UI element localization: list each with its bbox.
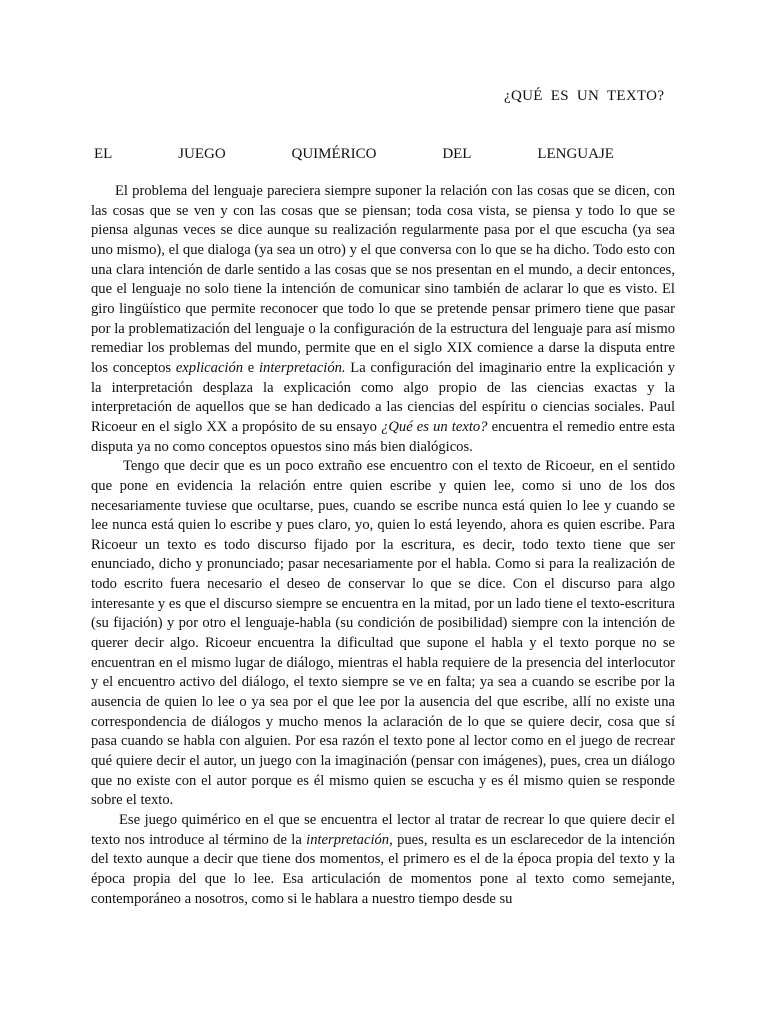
body-text bbox=[91, 182, 675, 909]
paragraph-text: Ese juego quimérico en el que se encuentra el lector al tratar de recrear lo que quiere decir el texto nos introduce al término de la bbox=[91, 812, 675, 848]
italic-essay-title: ¿Qué es un texto? bbox=[381, 418, 488, 435]
section-heading bbox=[94, 146, 614, 163]
italic-term: interpretación. bbox=[258, 359, 346, 376]
heading-word: LENGUAJE bbox=[537, 146, 614, 162]
paragraph-text: e bbox=[243, 359, 259, 376]
paragraph-1 bbox=[91, 182, 675, 457]
italic-term: interpretación bbox=[306, 831, 390, 848]
paragraph-text: encuentra el remedio entre esta disputa ya no como conceptos opuestos sino más bien dialógicos. bbox=[91, 418, 675, 455]
heading-word: DEL bbox=[442, 146, 472, 162]
paragraph-3 bbox=[91, 811, 675, 909]
paragraph-text: La configuración del imaginario entre la explicación y la interpretación desplaza la explicación como algo propio de las ciencias exactas y la interpretación de aquellos que se han dedicado a las ciencias del espíritu o ciencias sociales. Paul Ricoeur en el siglo XX a propósito de su ensayo bbox=[91, 359, 676, 435]
paragraph-2: Tengo que decir que es un poco extraño ese encuentro con el texto de Ricoeur, en el sentido que pone en evidencia la relación entre quien escribe y quien lee, como si uno de los dos necesariamente tuviese que ocultarse, pues, cuando se escribe nunca está quien lo lee y cuando se lee nunca está quien lo escribe y pues claro, yo, quien lo está leyendo, ahora es quien escribe. Para Ricoeur un texto es todo discurso fijado por la escritura, es decir, todo texto tiene que ser enunciado, dicho y pronunciado; pasar necesariamente por el habla. Como si para la realización de todo escrito fuera necesario el deseo de conservar lo que se dice. Con el discurso para algo interesante y es que el discurso siempre se encuentra en la mitad, por un lado tiene el texto-escritura (su fijación) y por otro el lenguaje-habla (su condición de posibilidad) siempre con la intención de querer decir algo. Ricoeur encuentra la dificultad que supone el habla y el texto porque no se encuentran en el mismo lugar de diálogo, mientras el habla requiere de la presencia del interlocutor y el encuentro activo del diálogo, el texto siempre se ve en falta; ya sea a cuando se escribe por la ausencia de quien lo lee o ya sea por el que lee por la ausencia del que escribe, allí no existe una correspondencia de diálogos y mucho menos la aclaración de lo que se quiere decir, cosa que sí pasa cuando se habla con alguien. Por esa razón el texto pone al lector como en el juego de recrear qué quiere decir el autor, un juego con la imaginación (pensar con imágenes), pues, crea un diálogo que no existe con el autor porque es él mismo quien se escucha y es él mismo quien se responde sobre el texto. bbox=[91, 458, 675, 809]
heading-word: EL bbox=[94, 146, 113, 162]
paragraph-text: El problema del lenguaje pareciera siempre suponer la relación con las cosas que se dicen, con las cosas que se ven y con las cosas que se piensan; toda cosa vista, se piensa y todo lo que se piensa algunas veces se dice aunque su realización regularmente pasa por el que escucha (ya sea uno mismo), el que dialoga (ya sea un otro) y el que conversa con lo que se ha dicho. Todo esto con una clara intención de darle sentido a las cosas que se nos presentan en el mundo, a decir entonces, que el lenguaje no solo tiene la intención de comunicar sino también de aclarar lo que es visto. El giro lingüístico que permite reconocer que todo lo que se pretende pensar primero tiene que pasar por la problematización del lenguaje o la configuración de la estructura del lenguaje para así mismo remediar los problemas del mundo, permite que en el siglo XIX comience a darse la disputa entre los conceptos bbox=[91, 183, 675, 376]
document-title: ¿QUÉ ES UN TEXTO? bbox=[504, 88, 665, 104]
heading-word: JUEGO bbox=[178, 146, 226, 162]
paragraph-text: , pues, resulta es un esclarecedor de la intención del texto aunque a decir que tiene dos momentos, el primero es el de la época propia del texto y la época propia del que lo lee. Esa articulación de momentos pone al texto como semejante, contemporáneo a nosotros, como si le hablara a nuestro tiempo desde su bbox=[91, 831, 675, 907]
heading-word: QUIMÉRICO bbox=[291, 146, 377, 162]
italic-term: explicación bbox=[175, 359, 244, 376]
